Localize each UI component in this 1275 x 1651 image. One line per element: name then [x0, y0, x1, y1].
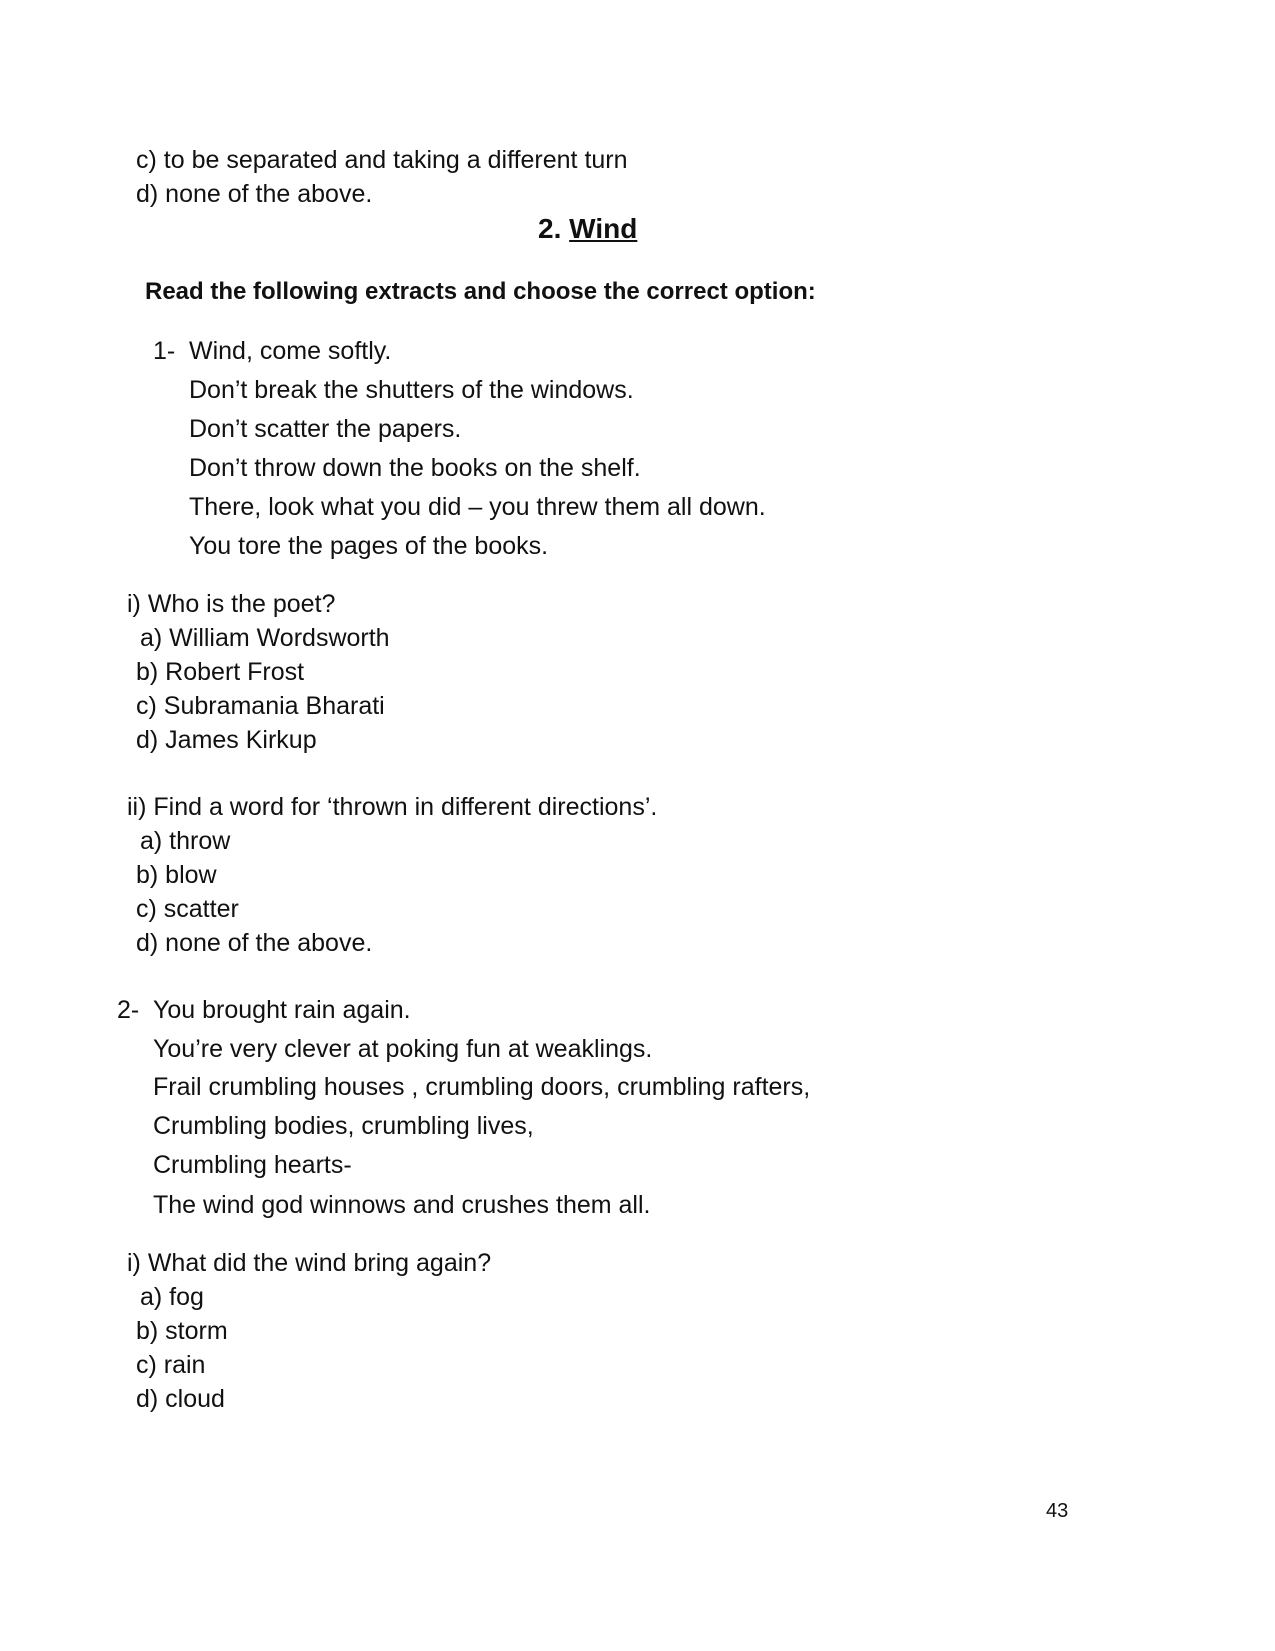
option-a: a) throw	[140, 827, 231, 855]
question-3: i) What did the wind bring again?	[127, 1249, 492, 1277]
extract-2-line: Crumbling bodies, crumbling lives,	[153, 1112, 534, 1140]
section-title: Wind	[569, 213, 638, 244]
question-1: i) Who is the poet?	[127, 590, 336, 618]
extract-2-line: You brought rain again.	[153, 996, 411, 1024]
extract-2-line: The wind god winnows and crushes them all.	[153, 1191, 651, 1219]
extract-1-line: You tore the pages of the books.	[189, 532, 549, 560]
extract-1-number: 1-	[153, 337, 176, 365]
page-number: 43	[1046, 1500, 1069, 1522]
option-c: c) rain	[136, 1351, 206, 1379]
option-d: d) none of the above.	[136, 929, 373, 957]
prev-option-d: d) none of the above.	[136, 180, 373, 208]
section-heading	[538, 215, 637, 243]
option-a: a) fog	[140, 1283, 204, 1311]
extract-2-number: 2-	[117, 996, 140, 1024]
option-c: c) scatter	[136, 895, 239, 923]
option-b: b) storm	[136, 1317, 228, 1345]
extract-1-line: There, look what you did – you threw them all down.	[189, 493, 766, 521]
instruction: Read the following extracts and choose the correct option:	[145, 278, 816, 305]
option-c: c) Subramania Bharati	[136, 692, 385, 720]
extract-1-line: Wind, come softly.	[189, 337, 392, 365]
extract-1-line: Don’t scatter the papers.	[189, 415, 462, 443]
extract-2-line: Frail crumbling houses , crumbling doors, crumbling rafters,	[153, 1073, 811, 1101]
section-number: 2.	[538, 213, 562, 244]
extract-1-line: Don’t break the shutters of the windows.	[189, 376, 634, 404]
prev-option-c: c) to be separated and taking a different turn	[136, 146, 628, 174]
option-b: b) blow	[136, 861, 217, 889]
question-2: ii) Find a word for ‘thrown in different directions’.	[127, 793, 658, 821]
extract-2-line: Crumbling hearts-	[153, 1151, 352, 1179]
option-d: d) cloud	[136, 1385, 225, 1413]
extract-2-line: You’re very clever at poking fun at weaklings.	[153, 1035, 653, 1063]
option-a: a) William Wordsworth	[140, 624, 390, 652]
option-d: d) James Kirkup	[136, 726, 317, 754]
extract-1-line: Don’t throw down the books on the shelf.	[189, 454, 641, 482]
option-b: b) Robert Frost	[136, 658, 305, 686]
